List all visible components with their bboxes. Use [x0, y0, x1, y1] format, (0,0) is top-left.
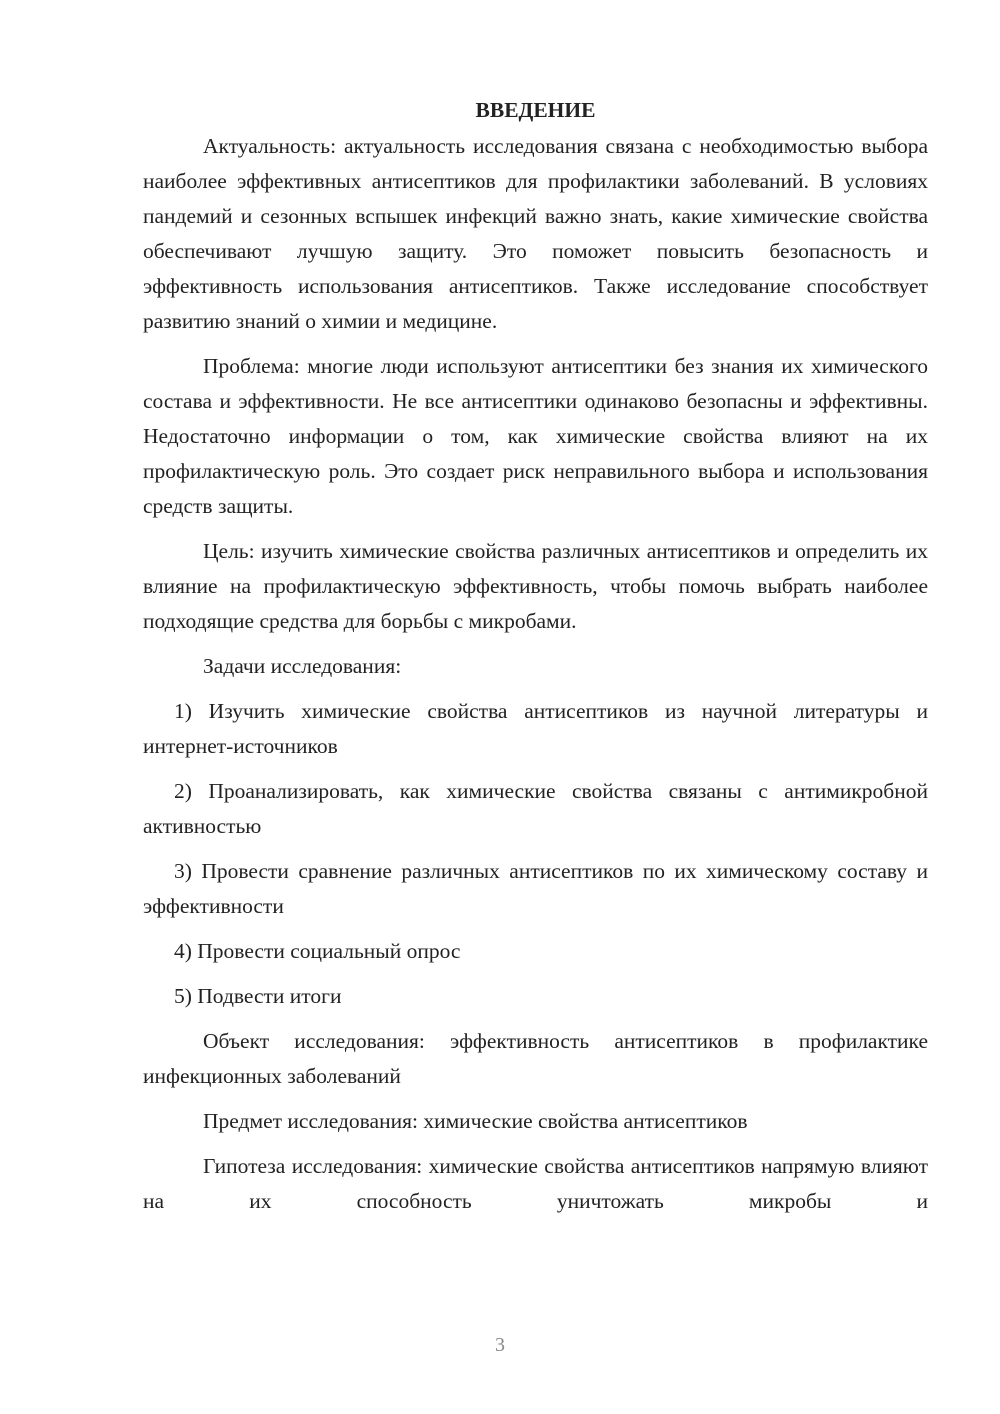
page-number: 3: [495, 1334, 505, 1356]
task-item-1: 1) Изучить химические свойства антисептиков из научной литературы и интернет-источников: [143, 699, 928, 758]
task-item-3: 3) Провести сравнение различных антисептиков по их химическому составу и эффективности: [143, 859, 928, 918]
hypothesis-paragraph: Гипотеза исследования: химические свойства антисептиков напрямую влияют на их способность уничтожать микробы и: [143, 1154, 928, 1213]
section-title: ВВЕДЕНИЕ: [475, 98, 596, 122]
task-item-4: 4) Провести социальный опрос: [174, 939, 461, 963]
task-item-2: 2) Проанализировать, как химические свойства связаны с антимикробной активностью: [143, 779, 928, 838]
problem-paragraph: Проблема: многие люди используют антисептики без знания их химического состава и эффективности. Не все антисептики одинаково безопасны и эффективны. Недостаточно информации о том, как химические свойства влияют на их профилактическую роль. Это создает риск неправильного выбора и использования средств защиты.: [143, 354, 928, 518]
relevance-paragraph: Актуальность: актуальность исследования связана с необходимостью выбора наиболее эффективных антисептиков для профилактики заболеваний. В условиях пандемий и сезонных вспышек инфекций важно знать, какие химические свойства обеспечивают лучшую защиту. Это поможет повысить безопасность и эффективность использования антисептиков. Также исследование способствует развитию знаний о химии и медицине.: [143, 134, 928, 333]
task-item-5: 5) Подвести итоги: [174, 984, 342, 1008]
page-body: [143, 93, 928, 1219]
tasks-heading: Задачи исследования:: [203, 654, 402, 678]
goal-paragraph: Цель: изучить химические свойства различных антисептиков и определить их влияние на профилактическую эффективность, чтобы помочь выбрать наиболее подходящие средства для борьбы с микробами.: [143, 539, 928, 633]
subject-paragraph: Предмет исследования: химические свойства антисептиков: [203, 1109, 748, 1133]
object-paragraph: Объект исследования: эффективность антисептиков в профилактике инфекционных заболеваний: [143, 1029, 928, 1088]
